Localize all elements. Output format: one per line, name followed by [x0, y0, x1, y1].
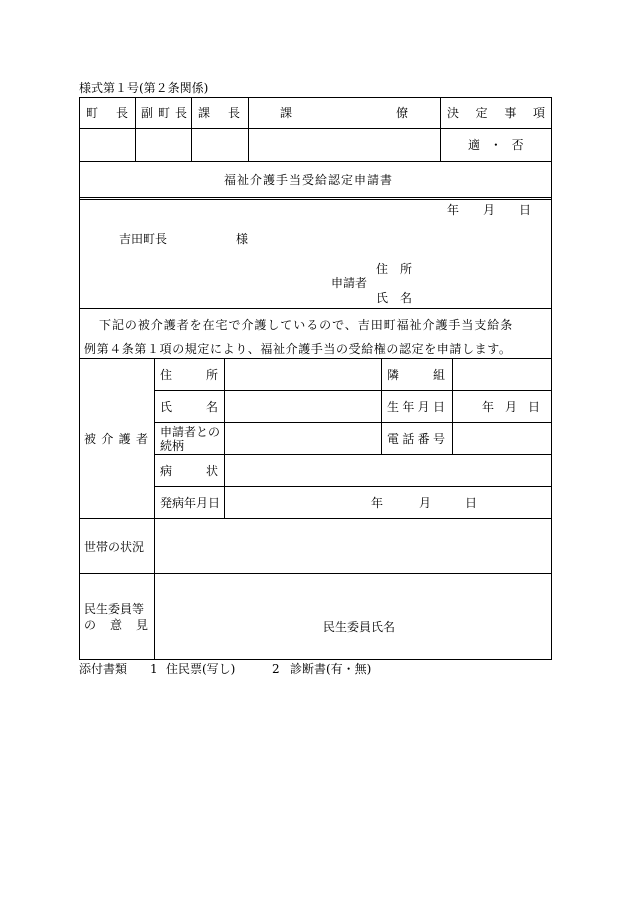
attachment-2: 診断書(有・無) [290, 662, 372, 676]
commissioner-name-label: 民生委員氏名 [323, 620, 396, 634]
header-vice-mayor: 副 町 長 [141, 106, 187, 120]
date-year: 年 [447, 203, 460, 217]
header-section-staff: 課 僚 [280, 106, 408, 120]
date-day: 日 [519, 203, 532, 217]
applicant-name-label: 氏 名 [376, 291, 413, 305]
care-condition-label: 病 状 [160, 464, 218, 478]
onset-day: 日 [465, 496, 478, 510]
header-section-chief: 課 長 [198, 106, 240, 120]
onset-month: 月 [419, 496, 432, 510]
statement-line-1: 下記の被介護者を在宅で介護しているので、吉田町福祉介護手当支給条 [99, 318, 514, 332]
attachment-1: 住民票(写し) [166, 662, 236, 676]
commissioner-label-1: 民生委員等 [84, 602, 145, 616]
attachments-label: 添付書類 [79, 662, 128, 676]
form-title: 福祉介護手当受給認定申請書 [224, 173, 394, 187]
care-receiver-label: 被 介 護 者 [84, 432, 148, 446]
date-month: 月 [483, 203, 496, 217]
care-onset-label: 発病年月日 [160, 496, 221, 510]
care-neighborhood-label: 隣 組 [387, 368, 445, 382]
commissioner-label-2: の 意 見 [84, 618, 148, 632]
onset-year: 年 [371, 496, 384, 510]
applicant-address-label: 住 所 [376, 262, 413, 276]
addressee-name: 吉田町長 [119, 232, 168, 246]
care-relation-label: 申請者との続柄 [160, 425, 221, 453]
care-phone-label: 電 話 番 号 [387, 432, 445, 446]
birthdate-year: 年 [482, 400, 495, 414]
header-decision: 決 定 事 項 [447, 106, 545, 120]
applicant-label: 申請者 [331, 276, 368, 290]
header-mayor: 町 長 [86, 106, 128, 120]
care-birthdate-label: 生 年 月 日 [387, 400, 445, 414]
statement-line-2: 例第４条第１項の規定により、福祉介護手当の受給権の認定を申請します。 [84, 342, 512, 356]
decision-value: 適 ・ 否 [468, 138, 524, 152]
care-name-label: 氏 名 [160, 400, 218, 414]
care-address-label: 住 所 [160, 368, 218, 382]
birthdate-day: 日 [528, 400, 541, 414]
attachment-1-num: 1 [150, 662, 158, 676]
attachment-2-num: 2 [272, 662, 280, 676]
addressee-honorific: 様 [236, 232, 249, 246]
form-number: 様式第１号(第２条関係) [79, 81, 209, 95]
household-label: 世帯の状況 [84, 540, 145, 554]
birthdate-month: 月 [505, 400, 518, 414]
